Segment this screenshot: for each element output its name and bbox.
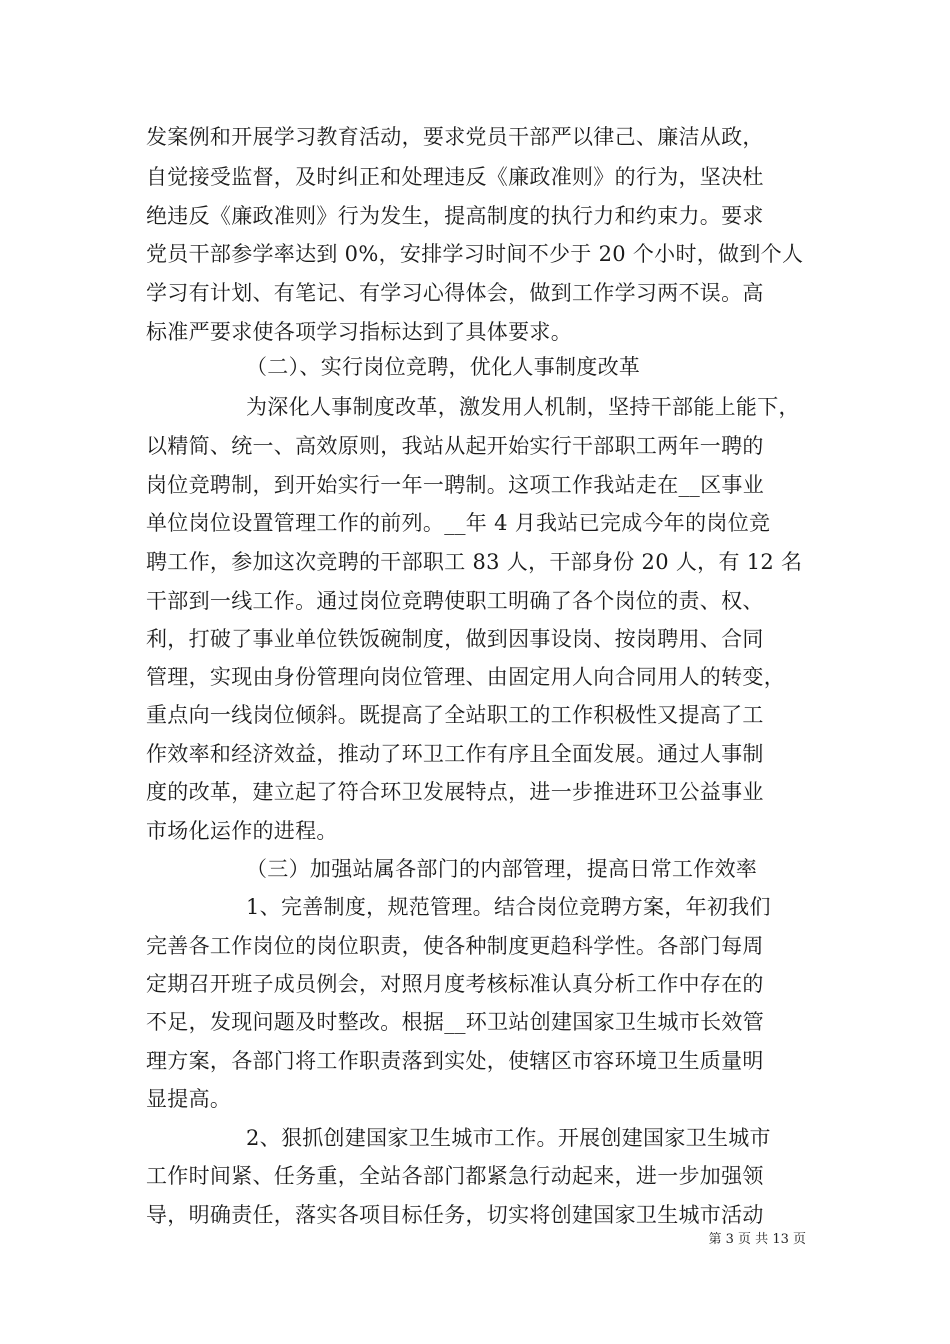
text-line: 导，明确责任，落实各项目标任务，切实将创建国家卫生城市活动 bbox=[146, 1203, 764, 1227]
text-line: 为深化人事制度改革，激发用人机制，坚持干部能上能下， bbox=[246, 395, 800, 419]
text-line: 岗位竞聘制，到开始实行一年一聘制。这项工作我站走在__区事业 bbox=[146, 473, 764, 497]
text-line: 1、完善制度，规范管理。结合岗位竞聘方案，年初我们 bbox=[246, 895, 771, 919]
text-line: 完善各工作岗位的岗位职责，使各种制度更趋科学性。各部门每周 bbox=[146, 934, 764, 958]
text-line: 利，打破了事业单位铁饭碗制度，做到因事设岗、按岗聘用、合同 bbox=[146, 627, 764, 651]
text-line: 党员干部参学率达到 0%，安排学习时间不少于 20 个小时，做到个人 bbox=[146, 242, 804, 266]
text-line: 单位岗位设置管理工作的前列。__年 4 月我站已完成今年的岗位竞 bbox=[146, 511, 771, 535]
section-heading: （三）加强站属各部门的内部管理，提高日常工作效率 bbox=[246, 857, 758, 881]
text-line: 作效率和经济效益，推动了环卫工作有序且全面发展。通过人事制 bbox=[146, 742, 764, 766]
text-line: 标准严要求使各项学习指标达到了具体要求。 bbox=[146, 320, 572, 344]
section-heading: （二）、实行岗位竞聘，优化人事制度改革 bbox=[246, 355, 641, 379]
text-line: 聘工作，参加这次竞聘的干部职工 83 人，干部身份 20 人，有 12 名 bbox=[146, 550, 803, 574]
text-line: 绝违反《廉政准则》行为发生，提高制度的执行力和约束力。要求 bbox=[146, 204, 764, 228]
text-line: 干部到一线工作。通过岗位竞聘使职工明确了各个岗位的责、权、 bbox=[146, 589, 764, 613]
text-line: 市场化运作的进程。 bbox=[146, 819, 338, 843]
text-line: 度的改革，建立起了符合环卫发展特点，进一步推进环卫公益事业 bbox=[146, 780, 764, 804]
page-number: 第 3 页 共 13 页 bbox=[708, 1232, 806, 1247]
text-line: 不足，发现问题及时整改。根据__环卫站创建国家卫生城市长效管 bbox=[146, 1010, 764, 1034]
text-line: 显提高。 bbox=[146, 1087, 232, 1111]
text-line: 理方案，各部门将工作职责落到实处，使辖区市容环境卫生质量明 bbox=[146, 1049, 764, 1073]
text-line: 学习有计划、有笔记、有学习心得体会，做到工作学习两不误。高 bbox=[146, 281, 764, 305]
text-line: 发案例和开展学习教育活动，要求党员干部严以律己、廉洁从政， bbox=[146, 125, 764, 149]
text-line: 管理，实现由身份管理向岗位管理、由固定用人向合同用人的转变， bbox=[146, 665, 785, 689]
text-line: 以精简、统一、高效原则，我站从起开始实行干部职工两年一聘的 bbox=[146, 434, 764, 458]
text-line: 定期召开班子成员例会，对照月度考核标准认真分析工作中存在的 bbox=[146, 972, 764, 996]
text-line: 重点向一线岗位倾斜。既提高了全站职工的工作积极性又提高了工 bbox=[146, 703, 764, 727]
text-line: 工作时间紧、任务重，全站各部门都紧急行动起来，进一步加强领 bbox=[146, 1164, 764, 1188]
text-line: 自觉接受监督，及时纠正和处理违反《廉政准则》的行为，坚决杜 bbox=[146, 165, 764, 189]
text-line: 2、狠抓创建国家卫生城市工作。开展创建国家卫生城市 bbox=[246, 1126, 771, 1150]
